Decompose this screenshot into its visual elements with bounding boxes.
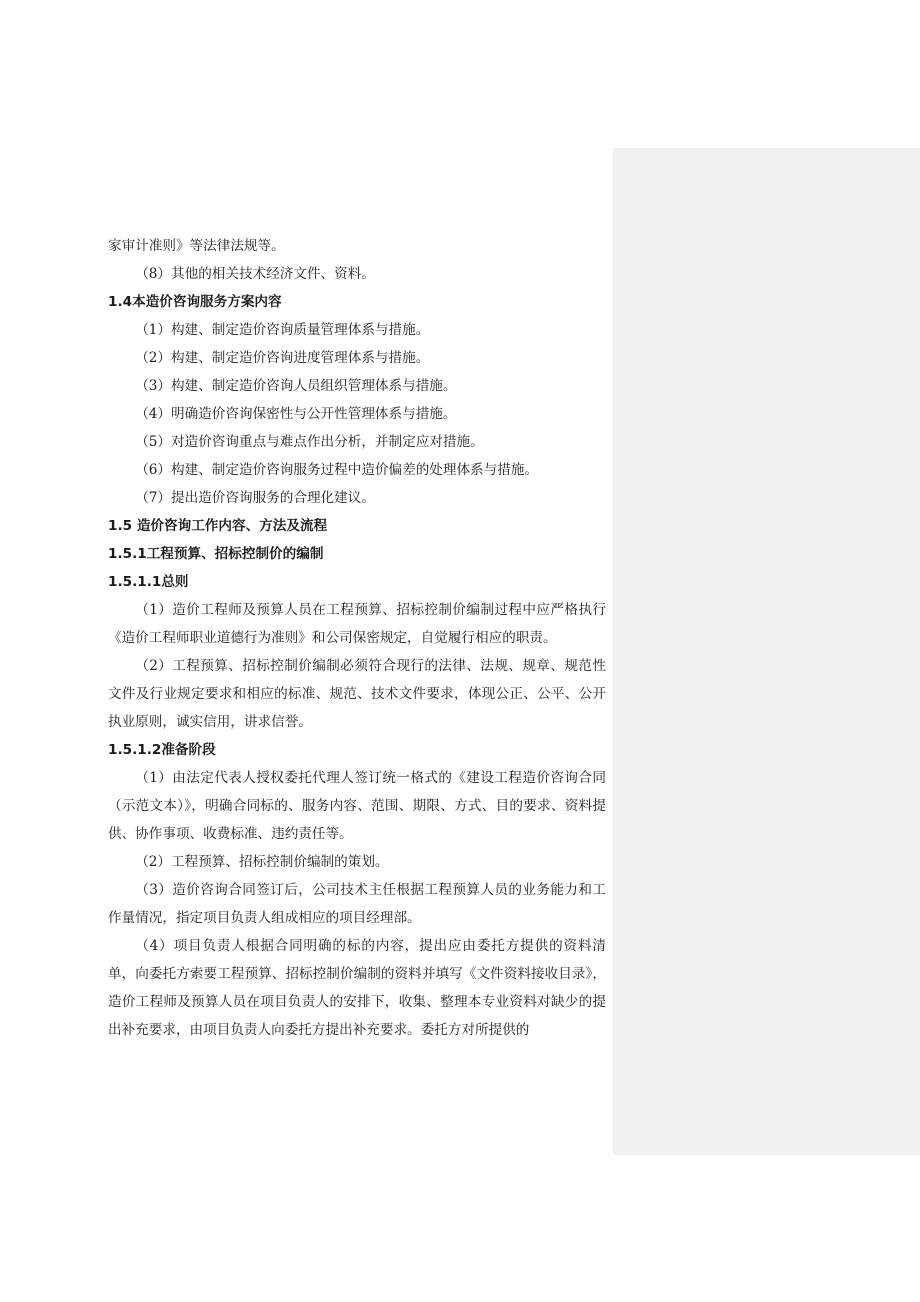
- list-item: （4）明确造价咨询保密性与公开性管理体系与措施。: [135, 406, 457, 422]
- comment-pane: [613, 148, 920, 1155]
- paragraph: （1）造价工程师及预算人员在工程预算、招标控制价编制过程中应严格执行《造价工程师职业道德行为准则》和公司保密规定，自觉履行相应的职责。: [108, 602, 606, 646]
- list-item: （5）对造价咨询重点与难点作出分析，并制定应对措施。: [135, 434, 484, 450]
- list-item: （7）提出造价咨询服务的合理化建议。: [135, 490, 375, 506]
- list-item: （6）构建、制定造价咨询服务过程中造价偏差的处理体系与措施。: [135, 462, 539, 478]
- paragraph: （4）项目负责人根据合同明确的标的内容，提出应由委托方提供的资料清单，向委托方索要工程预算、招标控制价编制的资料并填写《文件资料接收目录》，造价工程师及预算人员在项目负责人的安排下，收集、整理本专业资料对缺少的提出补充要求，由项目负责人向委托方提出补充要求。委托方对所提供的: [108, 938, 606, 1038]
- paragraph: （3）造价咨询合同签订后，公司技术主任根据工程预算人员的业务能力和工作量情况，指定项目负责人组成相应的项目经理部。: [108, 882, 606, 926]
- list-item: （8）其他的相关技术经济文件、资料。: [135, 266, 375, 282]
- paragraph: （1）由法定代表人授权委托代理人签订统一格式的《建设工程造价咨询合同（示范文本）》，明确合同标的、服务内容、范围、期限、方式、目的要求、资料提供、协作事项、收费标准、违约责任等。: [108, 770, 606, 842]
- section-heading-1-5: 1.5 造价咨询工作内容、方法及流程: [108, 518, 328, 534]
- paragraph: （2）工程预算、招标控制价编制必须符合现行的法律、法规、规章、规范性文件及行业规定要求和相应的标准、规范、技术文件要求，体现公正、公平、公开执业原则，诚实信用，讲求信誉。: [108, 658, 606, 730]
- paragraph: （2）工程预算、招标控制价编制的策划。: [135, 854, 389, 870]
- section-heading-1-5-1-2: 1.5.1.2准备阶段: [108, 742, 216, 758]
- list-item: （3）构建、制定造价咨询人员组织管理体系与措施。: [135, 378, 457, 394]
- section-heading-1-5-1: 1.5.1工程预算、招标控制价的编制: [108, 546, 324, 562]
- continuation-line: 家审计准则》等法律法规等。: [108, 238, 285, 254]
- document-body: [108, 232, 606, 1044]
- list-item: （1）构建、制定造价咨询质量管理体系与措施。: [135, 322, 430, 338]
- list-item: （2）构建、制定造价咨询进度管理体系与措施。: [135, 350, 430, 366]
- section-heading-1-4: 1.4本造价咨询服务方案内容: [108, 294, 282, 310]
- section-heading-1-5-1-1: 1.5.1.1总则: [108, 574, 189, 590]
